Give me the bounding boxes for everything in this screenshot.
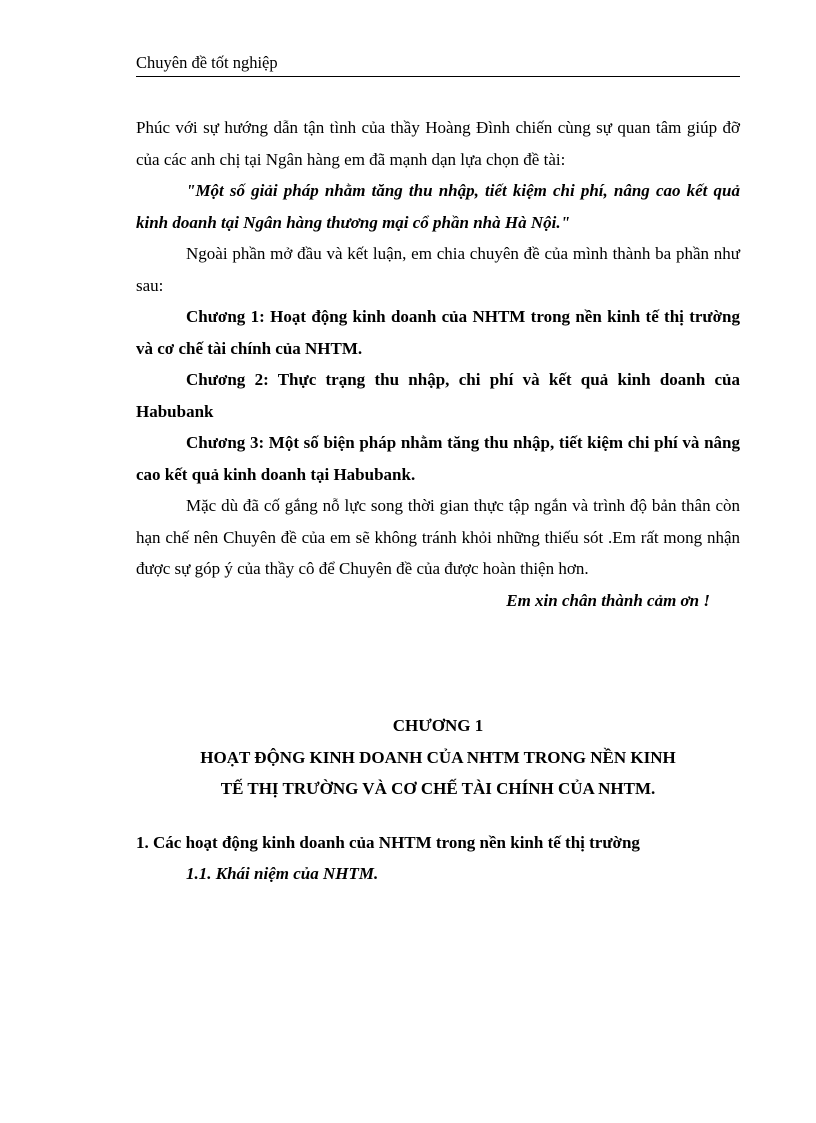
thanks-line: Em xin chân thành cảm ơn ! bbox=[506, 590, 710, 610]
thesis-topic: "Một số giải pháp nhằm tăng thu nhập, tiết kiệm chi phí, nâng cao kết quả kinh doanh tại Ngân hàng thương mại cổ phần nhà Hà Nội." bbox=[136, 181, 740, 232]
subsection-heading: 1.1. Khái niệm của NHTM. bbox=[186, 864, 379, 883]
chapter-title-line-1: HOẠT ĐỘNG KINH DOANH CỦA NHTM TRONG NỀN KINH bbox=[200, 747, 676, 767]
chapter-3-summary: Chương 3: Một số biện pháp nhằm tăng thu nhập, tiết kiệm chi phí và nâng cao kết quả kinh doanh tại Habubank. bbox=[136, 433, 740, 484]
page-header: Chuyên đề tốt nghiệp bbox=[136, 52, 740, 77]
chapter-label: CHƯƠNG 1 bbox=[392, 716, 484, 735]
closing-paragraph: Mặc dù đã cố gắng nỗ lực song thời gian thực tập ngắn và trình độ bản thân còn hạn chế nên Chuyên đề của em sẽ không tránh khỏi những thiếu sót .Em rất mong nhận được sự góp ý của thầy cô để Chuyên đề của được hoàn thiện hơn. bbox=[136, 496, 740, 578]
chapter-1-summary: Chương 1: Hoạt động kinh doanh của NHTM trong nền kinh tế thị trường và cơ chế tài chính của NHTM. bbox=[136, 307, 740, 358]
intro-paragraph: Phúc với sự hướng dẫn tận tình của thầy Hoàng Đình chiến cùng sự quan tâm giúp đỡ của các anh chị tại Ngân hàng em đã mạnh dạn lựa chọn đề tài: bbox=[136, 118, 740, 169]
chapter-title-line-2: TẾ THỊ TRƯỜNG VÀ CƠ CHẾ TÀI CHÍNH CỦA NHTM. bbox=[220, 779, 656, 798]
structure-paragraph: Ngoài phần mở đầu và kết luận, em chia chuyên đề của mình thành ba phần như sau: bbox=[136, 244, 740, 295]
document-body bbox=[136, 112, 740, 890]
chapter-2-summary: Chương 2: Thực trạng thu nhập, chi phí và kết quả kinh doanh của Habubank bbox=[136, 370, 740, 421]
section-heading: 1. Các hoạt động kinh doanh của NHTM trong nền kinh tế thị trường bbox=[136, 832, 640, 852]
